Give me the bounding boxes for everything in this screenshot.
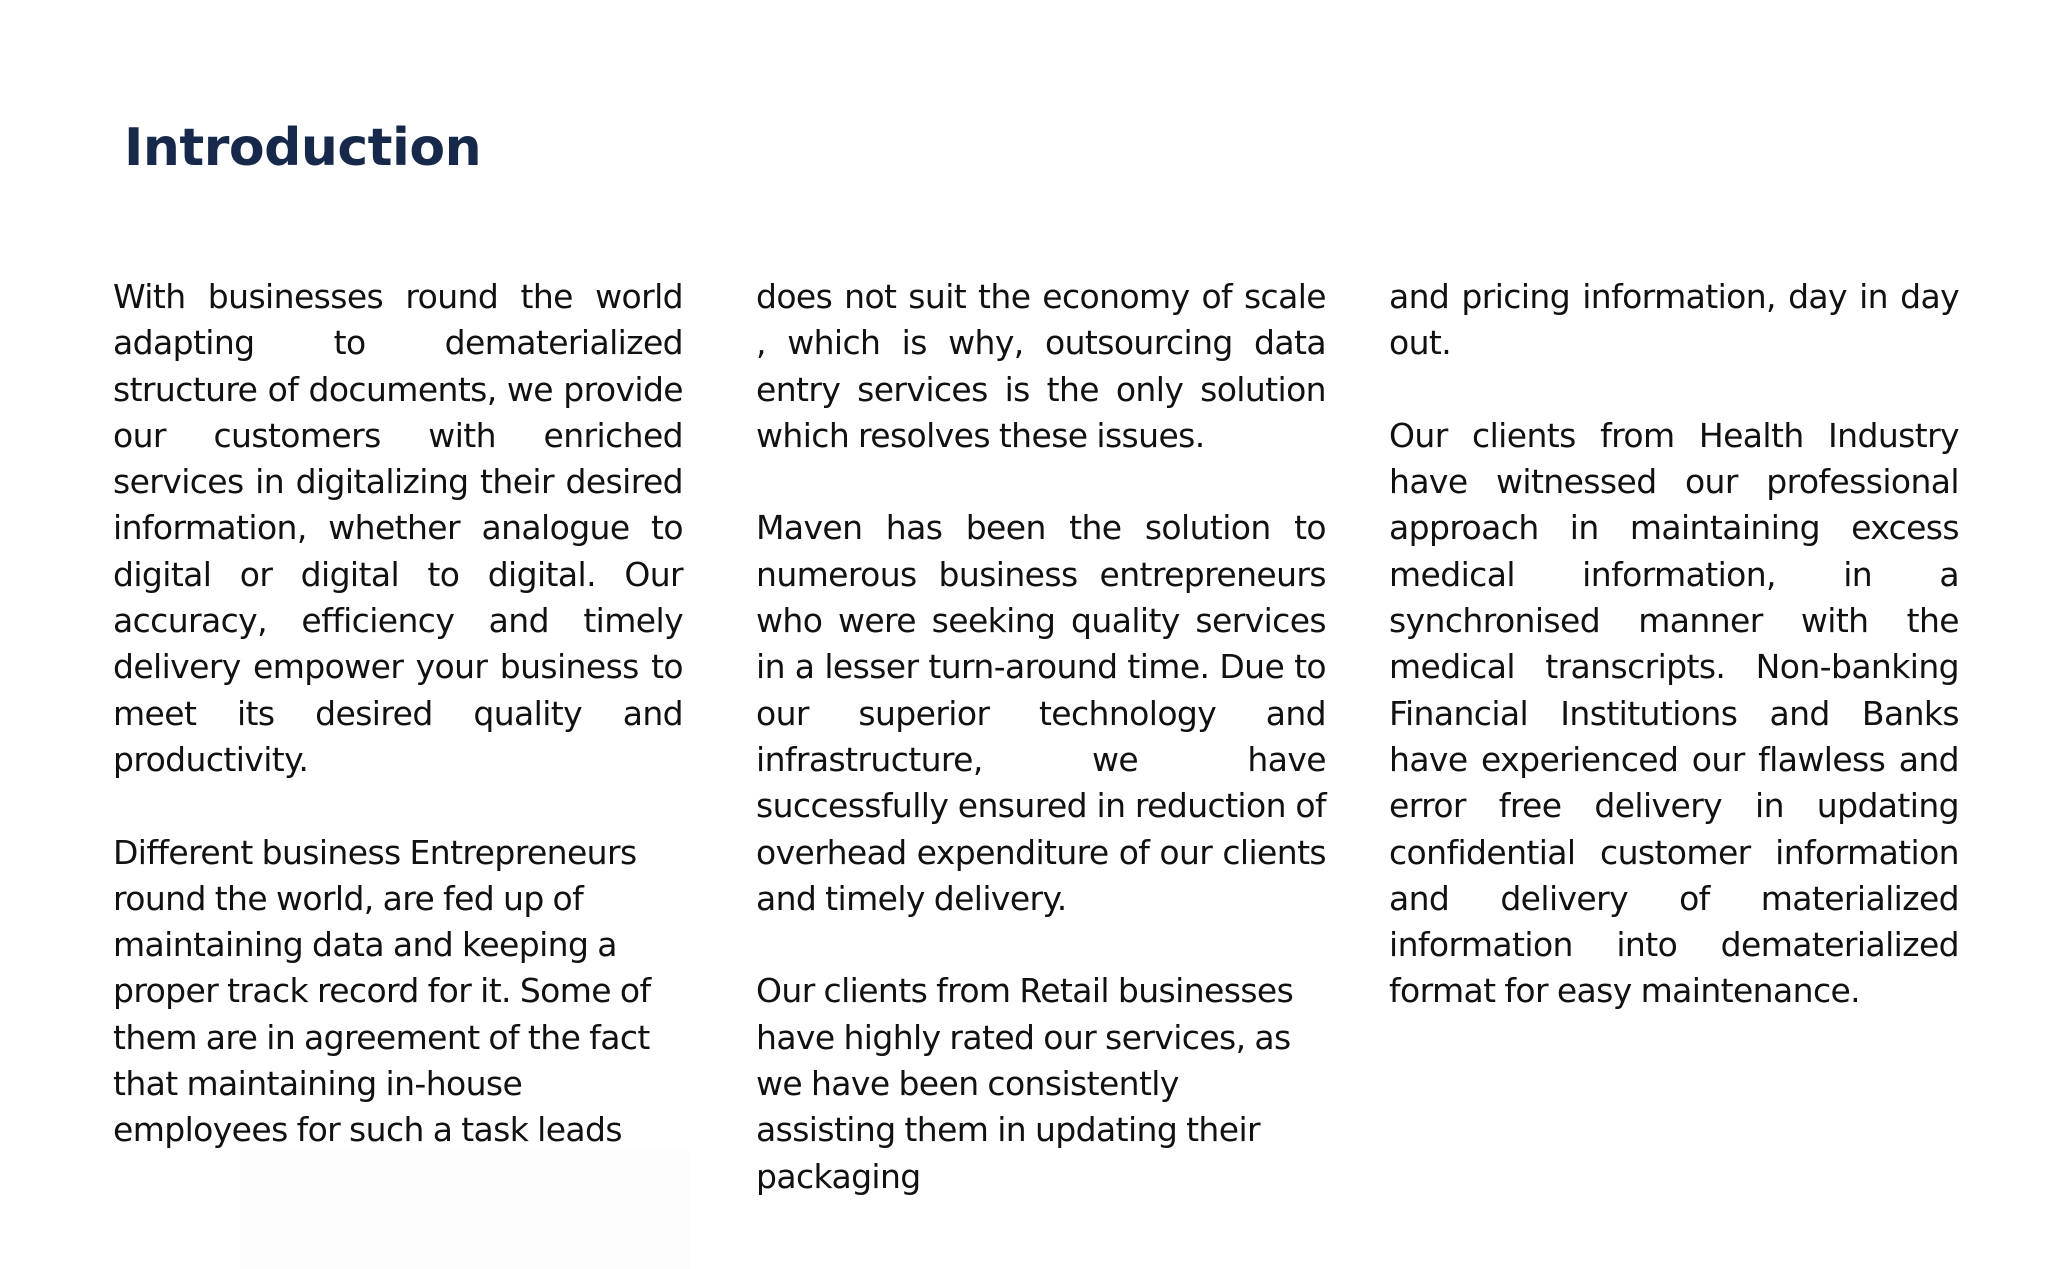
paragraph-health-industry: Our clients from Health Industry have witnessed our professional approach in maintaining excess medical information, in a synchronised manner with the medical transcripts. Non-banking Financial Institutions and Banks have experienced our flawless and error free delivery in updating confidential customer information and delivery of materialized information into dematerialized format for easy maintenance. <box>1389 415 1959 1011</box>
text-column-2 <box>756 274 1326 1200</box>
paragraph-maven-solution: Maven has been the solution to numerous business entrepreneurs who were seeking quality services in a lesser turn-around time. Due to our superior technology and infrastructure, we have successfully ensured in reduction of overhead expenditure of our clients and timely delivery. <box>756 508 1326 918</box>
paragraph-intro: With businesses round the world adapting to dematerialized structure of documents, we provide our customers with enriched services in digitalizing their desired information, whether analogue to digital or digital to digital. Our accuracy, efficiency and timely delivery empower your business to meet its desired quality and productivity. <box>113 277 683 779</box>
paragraph-pricing-info: and pricing information, day in day out. <box>1389 277 1959 363</box>
paragraph-entrepreneurs: Different business Entrepreneurs round the world, are fed up of maintaining data and keeping a proper track record for it. Some of them are in agreement of the fact that maintaining in-house employees for such a task leads <box>113 832 651 1150</box>
paragraph-retail-clients: Our clients from Retail businesses have highly rated our services, as we have been consistently assisting them in updating their packaging <box>756 971 1294 1196</box>
background-band <box>240 1150 690 1269</box>
text-column-3 <box>1389 274 1959 1015</box>
paragraph-economy-of-scale: does not suit the economy of scale , which is why, outsourcing data entry services is the only solution which resolves these issues. <box>756 277 1326 455</box>
text-column-1 <box>113 274 683 1154</box>
page-title: Introduction <box>124 118 482 178</box>
